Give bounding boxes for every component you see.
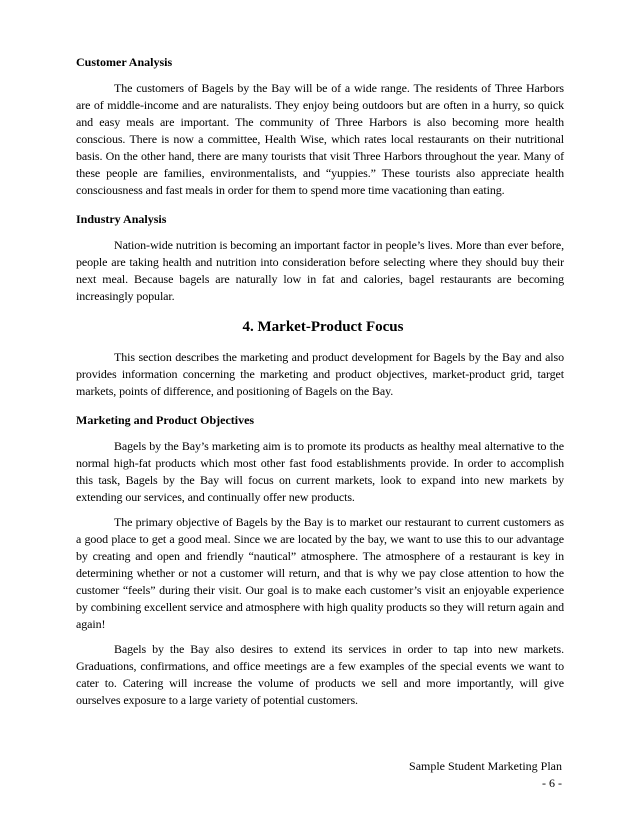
objectives-paragraph-3: Bagels by the Bay also desires to extend its services in order to tap into new markets. Graduations, confirmations, and office meetings are a few examples of the special events we want to cater to. Catering will increase the volume of products we sell and more importantly, will give ourselves exposure to a large variety of potential customers. (76, 642, 564, 707)
footer-title: Sample Student Marketing Plan (409, 759, 562, 773)
customer-analysis-heading: Customer Analysis (76, 55, 173, 69)
page-number: - 6 - (542, 776, 562, 790)
page-footer (409, 758, 562, 792)
customer-analysis-paragraph: The customers of Bagels by the Bay will be of a wide range. The residents of Three Harbors are of middle-income and are naturalists. They enjoy being outdoors but are often in a hurry, so quick and easy meals are important. The community of Three Harbors is also becoming more health conscious. There is now a committee, Health Wise, which rates local restaurants on their nutritional basis. On the other hand, there are many tourists that visit Three Harbors throughout the year. Many of these people are families, environmentalists, and “yuppies.” These tourists also appreciate health consciousness and fast meals in order for them to spend more time vacationing than eating. (76, 81, 564, 197)
objectives-heading: Marketing and Product Objectives (76, 413, 255, 427)
section-intro-paragraph: This section describes the marketing and product development for Bagels by the Bay and also provides information concerning the marketing and product objectives, market-product grid, target markets, points of difference, and positioning of Bagels on the Bay. (76, 350, 564, 398)
industry-analysis-paragraph: Nation-wide nutrition is becoming an important factor in people’s lives. More than ever before, people are taking health and nutrition into consideration before selecting where they should buy their next meal. Because bagels are naturally low in fat and calories, bagel restaurants are becoming increasingly popular. (76, 238, 564, 303)
objectives-paragraph-1: Bagels by the Bay’s marketing aim is to promote its products as healthy meal alternative to the normal high-fat products which most other fast food establishments provide. In order to accomplish this task, Bagels by the Bay will focus on current markets, look to expand into new markets by extending our services, and continually offer new products. (76, 439, 564, 504)
page-body (76, 54, 564, 709)
section-title: 4. Market-Product Focus (242, 319, 404, 335)
objectives-paragraph-2: The primary objective of Bagels by the Bay is to market our restaurant to current customers as a good place to get a good meal. Since we are located by the bay, we want to use this to our advantage by creating and open and friendly “nautical” atmosphere. The atmosphere of a restaurant is key in determining whether or not a customer will return, and that is why we pay close attention to how the customer “feels” during their visit. Our goal is to make each customer’s visit an enjoyable experience by combining excellent service and atmosphere with high quality products so they will return again and again! (76, 515, 564, 631)
industry-analysis-heading: Industry Analysis (76, 212, 167, 226)
